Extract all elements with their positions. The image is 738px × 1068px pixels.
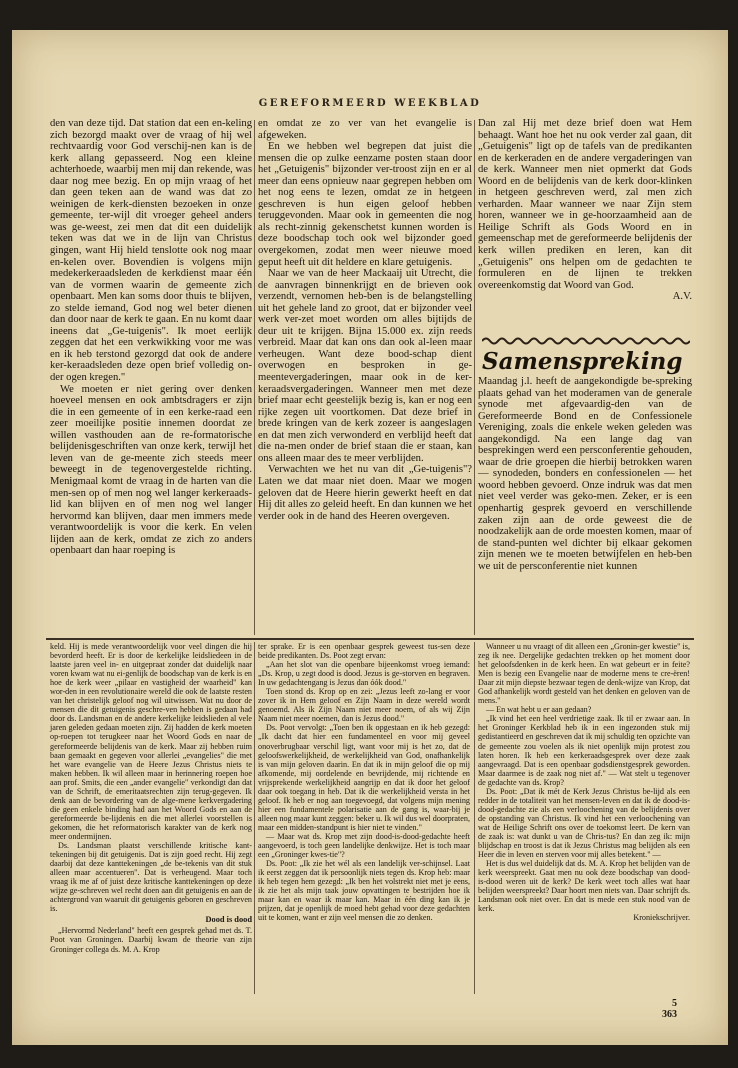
paragraph: ter sprake. Er is een openbaar gesprek geweest tus-sen deze beide predikanten. Ds. Poot zegt ervan: bbox=[258, 642, 470, 661]
section-title: Samenspreking bbox=[482, 348, 683, 375]
paragraph: Ds. Landsman plaatst verschillende kritische kant-tekeningen bij dit getuigenis. Dat is zijn goed recht. Hij zegt daarbij dat deze kanttekeningen „de be-tekenis van dit stuk alleen maar accentueren". Dat is verheugend. Maar toch vraag ik me af of juist deze kritische kanttekeningen op deze wijze ge-schreven wel recht doen aan dit getuigenis en aan de achtergrond van waaruit dit getuigenis geboren en geschreven is. bbox=[50, 841, 252, 914]
paragraph: Het is dus wel duidelijk dat ds. M. A. Krop het belijden van de kerk weerspreekt. Gaat men nu ook deze boodschap van dood-is-dood weren uit de kerk? De kerk weet toch alles wat haar belijden weerspreekt? Daar hoort men niets van. Daar schrijft ds. Landsman ook niet over. En dat is mede een stuk nood van de kerk. bbox=[478, 859, 690, 914]
ornament-divider bbox=[482, 336, 690, 346]
column-rule bbox=[474, 120, 475, 635]
magazine-page bbox=[12, 30, 728, 1045]
paragraph: „Hervormd Nederland" heeft een gesprek gehad met ds. T. Poot van Groningen. Daarbij kwam de theorie van zijn Groninger collega ds. M. A. Krop bbox=[50, 926, 252, 954]
paragraph: en omdat ze zo ver van het evangelie is afgeweken. bbox=[258, 118, 472, 141]
paragraph: Verwachten we het nu van dit „Ge-tuigenis"? Laten we dat maar niet doen. Maar we mogen geloven dat de Heere hierin gewerkt heeft en dat Hij dit alles zo geleid heeft. En dan kunnen we het verder ook in de hand des Heeren overgeven. bbox=[258, 464, 472, 522]
paragraph: We moeten er niet gering over denken hoeveel mensen en ook ambtsdragers er zijn die in een gemeente of in een kerke-raad een zeer moeilijke positie innemen doordat ze willen vasthouden aan de re-formatorische belijdenisgeschriften van onze kerk, terwijl het leven van de ge-meente zich steeds meer beweegt in de tegenovergestelde richting. Menigmaal komt de vraag in de harten van die men-sen op of men nog wel langer kerkeraads-lid kan blijven en of men nog wel langer hervormd kan blijven, daar men immers mede verantwoordelijk is voor die kerk. En velen lijden aan de kerk, omdat ze zich zo anders openbaart dan haar roeping is bbox=[50, 383, 252, 557]
paragraph: Ds. Poot vervolgt: „Toen ben ik opgestaan en ik heb gezegd: „Ik dacht dat hier een fundamenteel en voor mij geveel onoverbrugbaar verschil ligt, want voor mij is het zo, dat de geloofswerkelijkheid, de werkelijkheid van God, onafhankelijk is van mijn geloven daarin. En dat ik in mijn geloof die op mij afkomende, mij oordelende en bevrijdende, mij richtende en vrijsprekende werkelijkheid aangrijp en dat ik door het geloof daar ook toegang in heb. Dat ik die werkelijkheid versta in het geloof. Ik heb er nog aan toegevoegd, dat volgens mijn mening hier een fundamentele polarisatie aan de gang is, waar-bij je alleen nog maar kunt zeggen: beker u. Ik wil dus wel doorpraten, maar een midden-standpunt is hier niet te vinden." bbox=[258, 723, 470, 832]
small-print-column-3 bbox=[478, 642, 690, 922]
paragraph: Toen stond ds. Krop op en zei: „Jezus leeft zo-lang er voor zover ik in Hem geloof en Zijn Naam in deze wereld wordt genoemd. Als ik Zijn Naam niet meer noem, of als wij Zijn Naam niet meer noemen, dan is Jezus dood." bbox=[258, 687, 470, 724]
article-column-1 bbox=[50, 118, 252, 557]
paragraph: Wanneer u nu vraagt of dit alleen een „Gronin-ger kwestie" is, zeg ik nee. Dergelijke gedachten trekken op het moment door het geloofsdenken in de kerk heen. En wat gebeurt er in feite? Men is bezig een Evangelie naar de moderne mens te cre-ëren! Daar zit mijn diepste bezwaar tegen de denk-wijze van Krop, dat God afhankelijk wordt gesteld van het denken en geloven van de mens." bbox=[478, 642, 690, 706]
section-divider bbox=[46, 638, 694, 640]
page-number-bottom: 363 bbox=[662, 1009, 677, 1020]
column-rule bbox=[254, 120, 255, 635]
paragraph: keld. Hij is mede verantwoordelijk voor veel dingen die hij bevorderd heeft. Er is door de kerkelijke leidsliedeen in de laatste jaren veel in- en uitgepraat zonder dat duidelijk naar voren kwam wat nu ei-genlijk de boodschap van de kerk is en hoe de kerk weer „pilaar en vastigheid der waarheid" kan wor-den in een revolutionaire wereld die ook de laatste resten van het christelijk geloof nog wil uitwissen. Wat nu door de mensen die dit getuigenis geschre-ven hebben is gedaan had door ds. Landsman en de andere kerkelijke leidslieden al vele jaren geleden gedaan moeten zijn. Zij hadden de kerk moeten op-roepen tot terugkeer naar het Woord Gods en naar de gereformeerde belijdenis van de kerk. Maar zij hebben ruim baan gemaakt en gegeven voor allerlei „evangelies" die met het ware evangelie van de Heere Jezus Christus niets te maken hebben. Ik wil alleen maar in herinnering roepen hoe aan prof. Smits, die een „ander evangelie" verkondigt dan dat van de Schrift, de emeritaatsrechten zijn terug-gegeven. Ik denk aan de bevordering van de alge-mene kerkvergadering die geen enkele binding had aan het Woord Gods en aan de gereformeerde be-lijdenis en die met allerlei voorstellen is gekomen, die het reformatorisch karakter van de kerk nog meer ondermijnen. bbox=[50, 642, 252, 841]
paragraph: „Aan het slot van die openbare bijeenkomst vroeg iemand: „Ds. Krop, u zegt dood is dood. Jezus is ge-storven en begraven. In uw gedachtengang is Jezus dan óók dood." bbox=[258, 660, 470, 688]
author-signature: A.V. bbox=[672, 291, 692, 303]
article-column-3-continued bbox=[478, 376, 692, 572]
subheading: Dood is dood bbox=[205, 915, 252, 925]
paragraph: Maandag j.l. heeft de aangekondigde be-spreking plaats gehad van het moderamen van de generale synode met afgevaardig-den van de Gereformeerde Bond en de Confessionele Vereniging, zoals die enkele weken geleden was aangekondigd. Na een lange dag van besprekingen werd een persconferentie gehouden, waar de drie groepen die hierbij betrokken waren — synodeden, bonders en confessionelen — het woord hebben gevoerd. Onze indruk was dat men niet veel verder was geko-men. Zeker, er is een openhartig gesprek gevoerd en verschillende zaken zijn aan de orde geweest die de noodzakelijk aan de orde moesten komen, maar of de stand-punten wel dichter bij elkaar gekomen zijn menen we te moeten betwijfelen en heb-ben we uit de persconferentie niet kunnen bbox=[478, 376, 692, 572]
paragraph: Dan zal Hij met deze brief doen wat Hem behaagt. Want hoe het nu ook verder zal gaan, dit „Getuigenis" ligt op de tafels van de predikanten en de kerkeraden en de andere vergaderingen van de kerk. Wanneer men niet opmerkt dat Gods Woord en de belijdenis van de kerk door-klinken in hetgeen geschreven werd, zal men zich verharden. Maar wanneer we naar Zijn stem horen, wanneer we in ge-hoorzaamheid aan de Heilige Schrift als Gods Woord en in gemeenschap met de gereformeerde belijdenis der kerk willen prediken en leren, kan dit „Getuigenis" ons helpen om de gedachten te formuleren en de lijnen te trekken overeenkomstig dat Woord van God. bbox=[478, 118, 692, 291]
masthead: GEREFORMEERD WEEKBLAD bbox=[258, 98, 482, 109]
small-print-column-2 bbox=[258, 642, 470, 922]
article-column-2 bbox=[258, 118, 472, 522]
paragraph: Naar we van de heer Mackaaij uit Utrecht, die de aanvragen binnenkrijgt en de brieven ook verzendt, vernomen heb-ben is de belangstelling uit het gehele land zo groot, dat er bijzonder veel werk ver-zet moet worden om alles bijtijds de deur uit te krijgen. Bijna 15.000 ex. zijn reeds verbreid. Maar dat kan ons dan ook al-leen maar verheugen. Want deze bood-schap dient overwogen en besproken in ge-meentevergaderingen, maar ook in de ker-keraadsvergaderingen. Wanneer men met deze brief maar echt geestelijk bezig is, kan er nog een rijke zegen uit voortkomen. Dat deze brief in brede kringen van de kerk zozeer is aangeslagen en dat men zich verwonderd en verblijd heeft dat die na-men onder de brief staan die er staan, kan ons alleen maar des te meer verblijden. bbox=[258, 268, 472, 464]
paragraph: „Ik vind het een heel verdrietige zaak. Ik til er zwaar aan. In het Groninger Kerkblad heb ik in een ingezonden stuk mij gedistantieerd en geschreven dat ik mij schuldig ten opzichte van de gemeente zou voelen als ik niet openlijk mijn protest zou laten horen. Ik heb een kerkeraadsgesprek over deze zaak aangevraagd. Dat is een openbaar godsdienstgesprek geworden. Maar daarmee is de zaak nog niet af." — Wat stelt u tegenover de gedachte van ds. Krop? bbox=[478, 714, 690, 787]
paragraph: En we hebben wel begrepen dat juist die mensen die op zulke eenzame posten staan door het „Getuigenis" bijzonder ver-troost zijn en er al meer dan eens opnieuw naar gegrepen hebben om het nog eens te lezen, omdat ze in hetgeen geschreven is hun eigen geloof hebben teruggevonden. Maar ook in gemeenten die nog als recht-zinnig gekenschetst kunnen worden is deze boodschap toch ook wel bijzonder goed overgekomen, zodat men weer nieuwe moed geput heeft uit dit heldere en klare getuigenis. bbox=[258, 141, 472, 268]
column-rule bbox=[474, 642, 475, 994]
author-signature: Kroniekschrijver. bbox=[633, 913, 690, 923]
paragraph: — En wat hebt u er aan gedaan? bbox=[486, 705, 592, 715]
page-number-top: 5 bbox=[672, 998, 677, 1009]
article-column-3 bbox=[478, 118, 692, 303]
column-rule bbox=[254, 642, 255, 994]
small-print-column-1 bbox=[50, 642, 252, 954]
paragraph: den van deze tijd. Dat station dat een en-keling zich bezorgd maakt over de vraag of hij wel rechtvaardig voor God verschij-nen kan is de kerk allang gepasseerd. Nog een kleine achterhoede, waarbij men mij dan rekende, was daar nog mee bezig. En op mijn vraag of het dan geen teken aan de wand was dat zo weinigen de kerk-diensten bezoeken in onze gemeente, ter-wijl dit vroeger geheel anders was ge-weest, zei men dat dit een duidelijk teken was dat we in de lijn van Christus gingen, want Hij hield tenslotte ook nog maar en-kelen over. Bovendien is volgens mijn medekerkeraadsleden de kerkdienst maar één van de vormen waarin de gemeente zich openbaart. Men kan soms door thuis te blijven, zo stelde iemand, God nog wel beter dienen dan door naar de kerk te gaan. En nu komt daar ineens dat „Ge-tuigenis". Ik moet eerlijk zeggen dat het een verkwikking voor me was en ik heb terstond gezorgd dat ook de andere ker-keraadsleden deze open brief volledig on-der ogen kregen." bbox=[50, 118, 252, 384]
paragraph: — Maar wat ds. Krop met zijn dood-is-dood-gedachte heeft aangevoerd, is toch geen landelijke denkwijze. Het is toch maar een „Groninger kwes-tie"? bbox=[258, 831, 470, 860]
paragraph: Ds. Poot: „Dat ik mét de Kerk Jezus Christus be-lijd als een redder in de totaliteit van het mensen-leven en dat ik de dood-is-dood-gedachte zie als een verloochening van de belijdenis over de opstanding van Christus. Ik vind het een verloochening van wat de Heilige Schrift ons over de toekomst leert. De kern van de zaak is: wat dunkt u van de Chris-tus? En dan zeg ik: mijn blijdschap en troost is dat ik Jezus Christus mag belijden als een Heer die in leven en sterven voor mij alles betekent." — bbox=[478, 786, 690, 860]
paragraph: Ds. Poot: „Ik zie het wél als een landelijk ver-schijnsel. Laat ik eerst zeggen dat ik persoonlijk niets tegen ds. Krop heb: maar ik heb tegen hem gezegd: „Ik ben het volstrekt niet met je eens, ik zie het als mijn taak jouw opvattingen te bestrijden hoe ik maar kan en waar ik maar kan. Maar in één ding kan ik je prijzen, dat je openlijk de moed hebt gehad voor deze gedachten uit te komen, want er zijn veel mensen die zo denken. bbox=[258, 859, 470, 923]
page-number bbox=[662, 998, 677, 1020]
